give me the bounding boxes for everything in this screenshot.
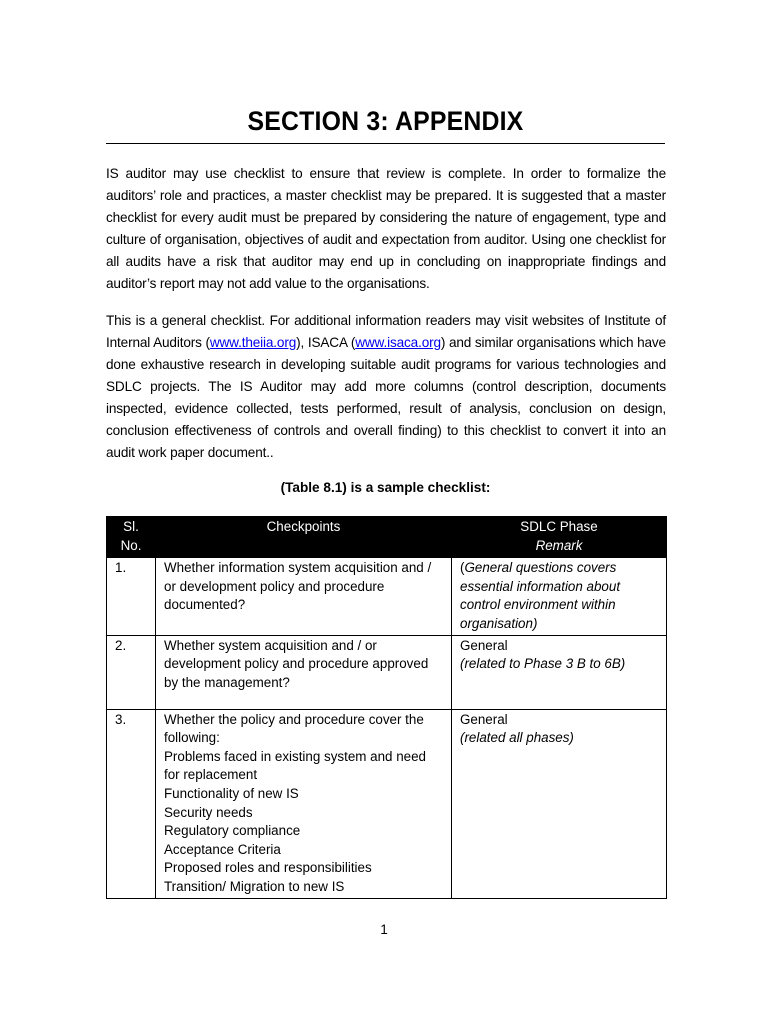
paragraph-text: ) and similar organisations which have done exhaustive research in developing suitable audit programs for various technologies and SDLC projects. The IS Auditor may add more columns (control description, documents inspected, evidence collected, tests performed, result of analysis, conclusion on design, conclusion effectiveness of controls and overall finding) to this checklist to convert it into an audit work paper document.. [106, 335, 666, 460]
table-row [107, 635, 667, 709]
table-row [107, 558, 667, 635]
checkpoint-item: Proposed roles and responsibilities [164, 860, 372, 876]
checkpoint-text: Whether system acquisition and / or development policy and procedure approved by the management? [164, 637, 429, 690]
section-title: SECTION 3: APPENDIX [247, 106, 524, 136]
phase-remark: General questions covers essential information about control environment within organisation) [460, 560, 621, 631]
paragraph-text: This is a general checklist. For additional information readers may visit websites of Institute of Internal Auditors ( [106, 313, 666, 350]
checkpoint-text: Whether the policy and procedure cover the following: [164, 711, 424, 746]
phase-cell [452, 709, 667, 898]
table-caption: (Table 8.1) is a sample checklist: [280, 480, 491, 495]
checkpoint-cell [156, 709, 452, 898]
title-underline [106, 143, 665, 144]
checkpoint-cell [156, 635, 452, 709]
paragraph-text: ), ISACA ( [296, 335, 356, 350]
checkpoint-item: Functionality of new IS [164, 785, 299, 801]
phase-cell [452, 635, 667, 709]
header-checkpoints: Checkpoints [156, 517, 452, 558]
checkpoint-cell [156, 558, 452, 635]
phase-text: General [460, 637, 508, 653]
row-number: 3. [107, 709, 156, 898]
checkpoint-item: Transition/ Migration to new IS [164, 878, 345, 894]
checkpoint-text: Whether information system acquisition and / or development policy and procedure documented? [164, 560, 432, 613]
isaca-link[interactable]: www.isaca.org [355, 335, 441, 350]
header-phase-label: SDLC Phase [520, 519, 598, 534]
header-remark-label: Remark [535, 537, 583, 553]
phase-cell [452, 558, 667, 635]
row-number: 1. [107, 558, 156, 635]
theiia-link[interactable]: www.theiia.org [209, 335, 297, 350]
phase-remark: (related all phases) [460, 730, 574, 746]
checkpoint-item: Security needs [164, 804, 253, 820]
checklist-table [106, 516, 667, 899]
general-checklist-paragraph [106, 310, 666, 464]
row-number: 2. [107, 635, 156, 709]
header-sdlc-phase [452, 517, 667, 558]
phase-text: General [460, 711, 508, 727]
phase-remark: (related to Phase 3 B to 6B) [460, 656, 626, 672]
phase-text: ( [460, 560, 465, 576]
table-header-row [107, 517, 667, 558]
header-sl-no: Sl. No. [107, 517, 156, 558]
checkpoint-item: Acceptance Criteria [164, 841, 281, 857]
checkpoint-item: Problems faced in existing system and need for replacement [164, 748, 427, 783]
intro-paragraph: IS auditor may use checklist to ensure that review is complete. In order to formalize the auditors’ role and practices, a master checklist may be prepared. It is suggested that a master checklist for every audit must be prepared by considering the nature of engagement, type and culture of organisation, objectives of audit and expectation from auditor. Using one checklist for all audits have a risk that auditor may end up in concluding on inappropriate findings and auditor’s report may not add value to the organisations. [106, 166, 666, 291]
table-row [107, 709, 667, 898]
page-number: 1 [380, 922, 388, 937]
checkpoint-item: Regulatory compliance [164, 823, 301, 839]
